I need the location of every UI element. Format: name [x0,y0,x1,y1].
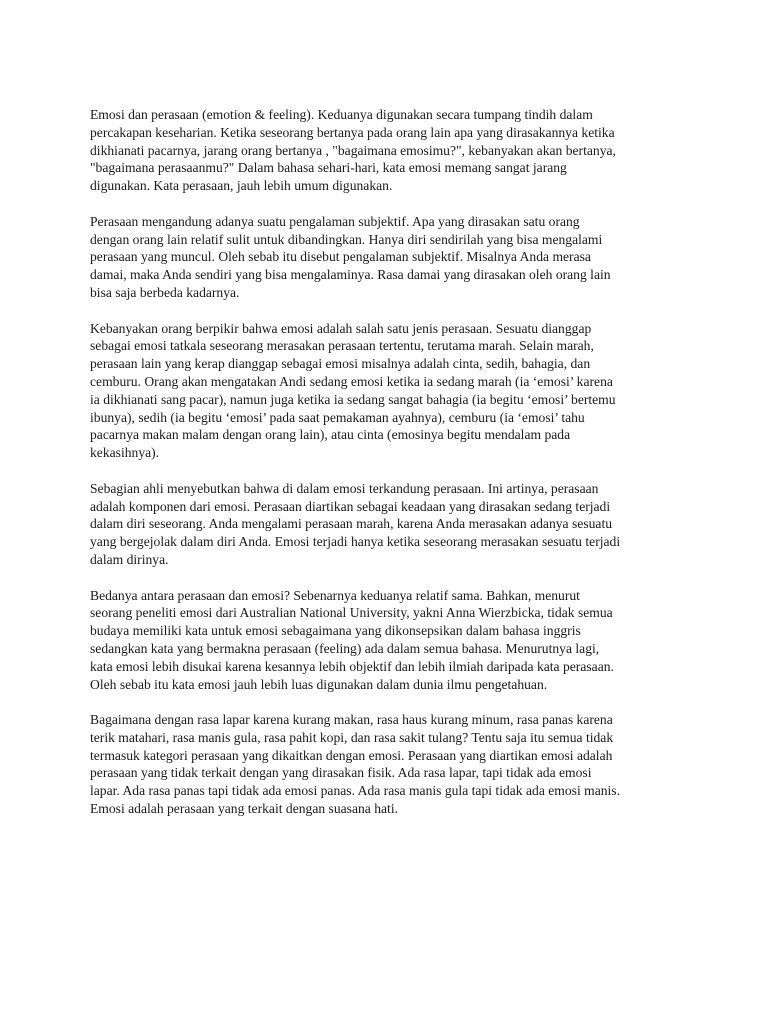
text-line: termasuk kategori perasaan yang dikaitkan dengan emosi. Perasaan yang diartikan emosi adalah [90,747,613,763]
document-body [90,106,690,836]
text-line: adalah komponen dari emosi. Perasaan diartikan sebagai keadaan yang dirasakan sedang terjadi [90,498,611,514]
text-line: seorang peneliti emosi dari Australian National University, yakni Anna Wierzbicka, tidak semua [90,605,613,621]
text-line: Perasaan mengandung adanya suatu pengalaman subjektif. Apa yang dirasakan satu orang [90,213,580,229]
text-line: kata emosi lebih disukai karena kesannya lebih objektif dan lebih ilmiah daripada kata perasaan. [90,658,614,674]
paragraph-1 [90,106,690,195]
text-line: kekasihnya). [90,445,160,461]
text-line: cemburu. Orang akan mengatakan Andi sedang emosi ketika ia sedang marah (ia ‘emosi’ karena [90,373,613,389]
text-line: perasaan yang tidak terkait dengan yang dirasakan fisik. Ada rasa lapar, tapi tidak ada emosi [90,765,592,781]
text-line: Bedanya antara perasaan dan emosi? Sebenarnya keduanya relatif sama. Bahkan, menurut [90,587,580,603]
text-line: percakapan keseharian. Ketika seseorang bertanya pada orang lain apa yang dirasakannya ketika [90,124,615,140]
text-line: Sebagian ahli menyebutkan bahwa di dalam emosi terkandung perasaan. Ini artinya, perasaan [90,480,599,496]
text-line: Oleh sebab itu kata emosi jauh lebih luas digunakan dalam dunia ilmu pengetahuan. [90,676,548,692]
paragraph-5 [90,587,690,694]
text-line: Kebanyakan orang berpikir bahwa emosi adalah salah satu jenis perasaan. Sesuatu dianggap [90,320,592,336]
text-line: ia dikhianati sang pacar), namun juga ketika ia sedang sangat bahagia (ia begitu ‘emosi’ bertemu [90,391,616,407]
text-line: ibunya), sedih (ia begitu ‘emosi’ pada saat pemakaman ayahnya), cemburu (ia ‘emosi’ tahu [90,409,585,425]
paragraph-3 [90,320,690,462]
paragraph-4 [90,480,690,569]
text-line: dengan orang lain relatif sulit untuk dibandingkan. Hanya diri sendirilah yang bisa mengalami [90,231,603,247]
text-line: damai, maka Anda sendiri yang bisa mengalaminya. Rasa damai yang dirasakan oleh orang lain [90,267,611,283]
text-line: dikhianati pacarnya, jarang orang bertanya , "bagaimana emosimu?", kebanyakan akan bertanya, [90,142,616,158]
text-line: budaya memiliki kata untuk emosi sebagaimana yang dikonsepsikan dalam bahasa inggris [90,623,581,639]
text-line: pacarnya makan malam dengan orang lain), atau cinta (emosinya begitu mendalam pada [90,427,571,443]
text-line: dalam dirinya. [90,551,169,567]
text-line: dalam diri seseorang. Anda mengalami perasaan marah, karena Anda merasakan adanya sesuatu [90,516,613,532]
text-line: bisa saja berbeda kadarnya. [90,284,240,300]
text-line: lapar. Ada rasa panas tapi tidak ada emosi panas. Ada rasa manis gula tapi tidak ada emosi manis. [90,783,620,799]
text-line: digunakan. Kata perasaan, jauh lebih umum digunakan. [90,178,393,194]
text-line: yang bergejolak dalam diri Anda. Emosi terjadi hanya ketika seseorang merasakan sesuatu terjadi [90,534,621,550]
text-line: sedangkan kata yang bermakna perasaan (feeling) ada dalam semua bahasa. Menurutnya lagi, [90,640,600,656]
text-line: Bagaimana dengan rasa lapar karena kurang makan, rasa haus kurang minum, rasa panas karena [90,712,613,728]
text-line: perasaan lain yang kerap dianggap sebagai emosi misalnya adalah cinta, sedih, bahagia, dan [90,356,591,372]
paragraph-2 [90,213,690,302]
text-line: perasaan yang muncul. Oleh sebab itu disebut pengalaman subjektif. Misalnya Anda merasa [90,249,591,265]
text-line: "bagaimana perasaanmu?" Dalam bahasa sehari-hari, kata emosi memang sangat jarang [90,160,567,176]
paragraph-6 [90,711,690,818]
text-line: Emosi dan perasaan (emotion & feeling). Keduanya digunakan secara tumpang tindih dalam [90,107,593,122]
text-line: Emosi adalah perasaan yang terkait dengan suasana hati. [90,801,399,817]
text-line: terik matahari, rasa manis gula, rasa pahit kopi, dan rasa sakit tulang? Tentu saja itu semua tidak [90,729,614,745]
text-line: sebagai emosi tatkala seseorang merasakan perasaan tertentu, terutama marah. Selain marah, [90,338,594,354]
